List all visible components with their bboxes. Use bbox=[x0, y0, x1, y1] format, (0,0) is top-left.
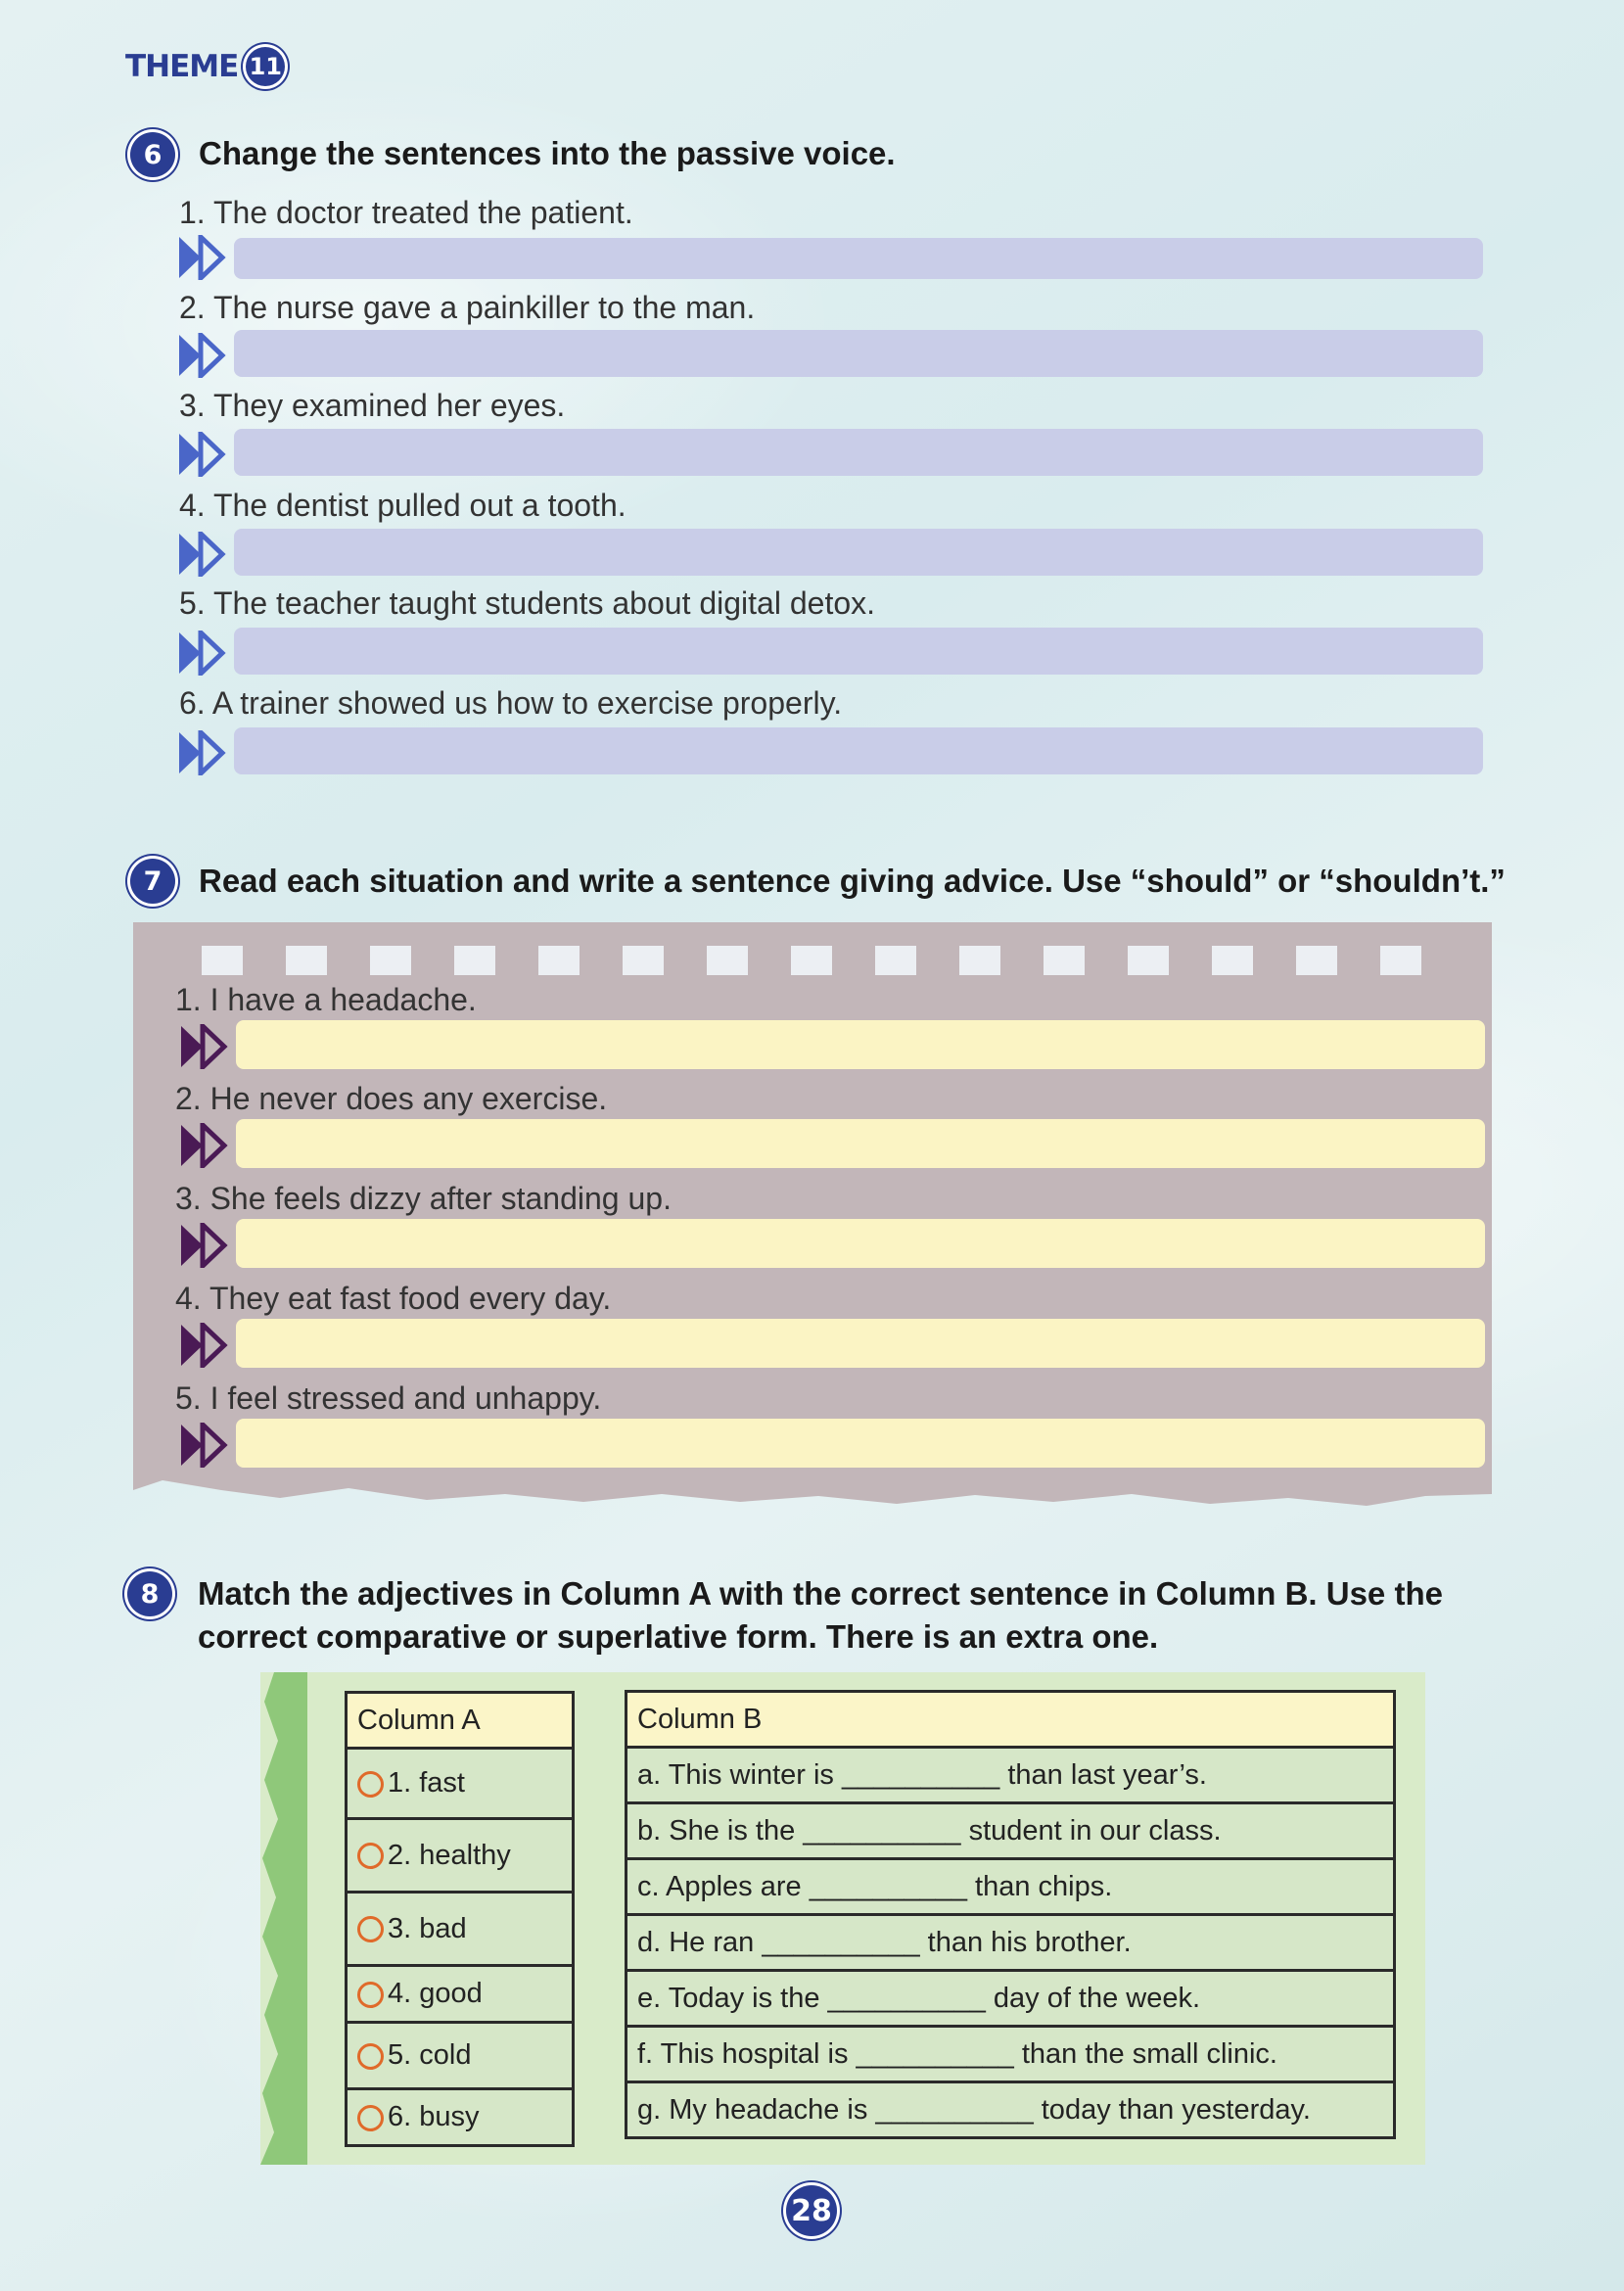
double-arrow-icon bbox=[179, 1323, 230, 1368]
column-b-item: a. This winter is __________ than last year’s. bbox=[626, 1748, 1395, 1803]
exercise-6-instruction: Change the sentences into the passive voice. bbox=[199, 135, 896, 171]
ex6-answer-3[interactable] bbox=[234, 429, 1483, 476]
theme-number-badge: 11 bbox=[246, 47, 285, 86]
ex6-question-6: 6. A trainer showed us how to exercise properly. bbox=[179, 685, 843, 721]
exercise-8-instruction-line-2: correct comparative or superlative form. There is an extra one. bbox=[198, 1618, 1159, 1655]
ex6-answer-2[interactable] bbox=[234, 330, 1483, 377]
ex7-question-3: 3. She feels dizzy after standing up. bbox=[175, 1181, 672, 1216]
theme-label: THEME bbox=[125, 49, 239, 84]
ex7-answer-5[interactable] bbox=[236, 1419, 1485, 1468]
ex7-answer-4[interactable] bbox=[236, 1319, 1485, 1368]
ex6-answer-5[interactable] bbox=[234, 628, 1483, 675]
ex6-answer-4[interactable] bbox=[234, 529, 1483, 576]
double-arrow-icon bbox=[179, 1024, 230, 1069]
column-b-header: Column B bbox=[626, 1692, 1395, 1748]
ex7-answer-3[interactable] bbox=[236, 1219, 1485, 1268]
answer-circle[interactable] bbox=[357, 1771, 384, 1798]
double-arrow-icon bbox=[177, 730, 228, 775]
column-b-item: c. Apples are __________ than chips. bbox=[626, 1859, 1395, 1915]
double-arrow-icon bbox=[177, 631, 228, 676]
column-b-table bbox=[625, 1690, 1396, 2139]
exercise-6-badge: 6 bbox=[130, 132, 175, 177]
exercise-7-instruction: Read each situation and write a sentence giving advice. Use “should” or “shouldn’t.” bbox=[199, 863, 1506, 899]
column-a-item: 3. bad bbox=[347, 1893, 574, 1966]
answer-circle[interactable] bbox=[357, 2105, 384, 2131]
ex6-answer-6[interactable] bbox=[234, 727, 1483, 774]
double-arrow-icon bbox=[179, 1223, 230, 1268]
ex6-question-3: 3. They examined her eyes. bbox=[179, 388, 566, 423]
theme-header bbox=[125, 47, 285, 86]
column-b-item: f. This hospital is __________ than the small clinic. bbox=[626, 2027, 1395, 2082]
double-arrow-icon bbox=[177, 532, 228, 577]
ex7-question-1: 1. I have a headache. bbox=[175, 982, 477, 1017]
column-a-header: Column A bbox=[347, 1693, 574, 1749]
answer-circle[interactable] bbox=[357, 1843, 384, 1869]
page-number: 28 bbox=[786, 2185, 837, 2236]
column-b-item: d. He ran __________ than his brother. bbox=[626, 1915, 1395, 1971]
double-arrow-icon bbox=[179, 1123, 230, 1168]
column-a-item: 6. busy bbox=[347, 2089, 574, 2146]
ex7-question-4: 4. They eat fast food every day. bbox=[175, 1281, 612, 1316]
ex6-answer-1[interactable] bbox=[234, 238, 1483, 279]
ex7-answer-2[interactable] bbox=[236, 1119, 1485, 1168]
ex6-question-2: 2. The nurse gave a painkiller to the man. bbox=[179, 290, 756, 325]
ex6-question-5: 5. The teacher taught students about digital detox. bbox=[179, 585, 876, 621]
column-b-item: g. My headache is __________ today than yesterday. bbox=[626, 2082, 1395, 2138]
exercise-8-instruction-line-1: Match the adjectives in Column A with the correct sentence in Column B. Use the bbox=[198, 1575, 1443, 1612]
ex7-answer-1[interactable] bbox=[236, 1020, 1485, 1069]
column-b-item: b. She is the __________ student in our class. bbox=[626, 1803, 1395, 1859]
answer-circle[interactable] bbox=[357, 2043, 384, 2070]
panel-zigzag-edge bbox=[260, 1672, 307, 2165]
column-a-item: 2. healthy bbox=[347, 1819, 574, 1893]
column-a-item: 1. fast bbox=[347, 1749, 574, 1819]
answer-circle[interactable] bbox=[357, 1916, 384, 1942]
column-b-item: e. Today is the __________ day of the week. bbox=[626, 1971, 1395, 2027]
ex6-question-1: 1. The doctor treated the patient. bbox=[179, 195, 633, 230]
ex7-question-5: 5. I feel stressed and unhappy. bbox=[175, 1380, 602, 1416]
ex6-question-4: 4. The dentist pulled out a tooth. bbox=[179, 488, 626, 523]
column-a-item: 5. cold bbox=[347, 2023, 574, 2089]
exercise-8-badge: 8 bbox=[127, 1571, 172, 1616]
column-a-table bbox=[345, 1691, 575, 2147]
double-arrow-icon bbox=[179, 1423, 230, 1468]
exercise-7-badge: 7 bbox=[130, 859, 175, 904]
answer-circle[interactable] bbox=[357, 1982, 384, 2008]
ex7-question-2: 2. He never does any exercise. bbox=[175, 1081, 608, 1116]
double-arrow-icon bbox=[177, 432, 228, 477]
double-arrow-icon bbox=[177, 235, 228, 280]
column-a-item: 4. good bbox=[347, 1966, 574, 2023]
double-arrow-icon bbox=[177, 333, 228, 378]
